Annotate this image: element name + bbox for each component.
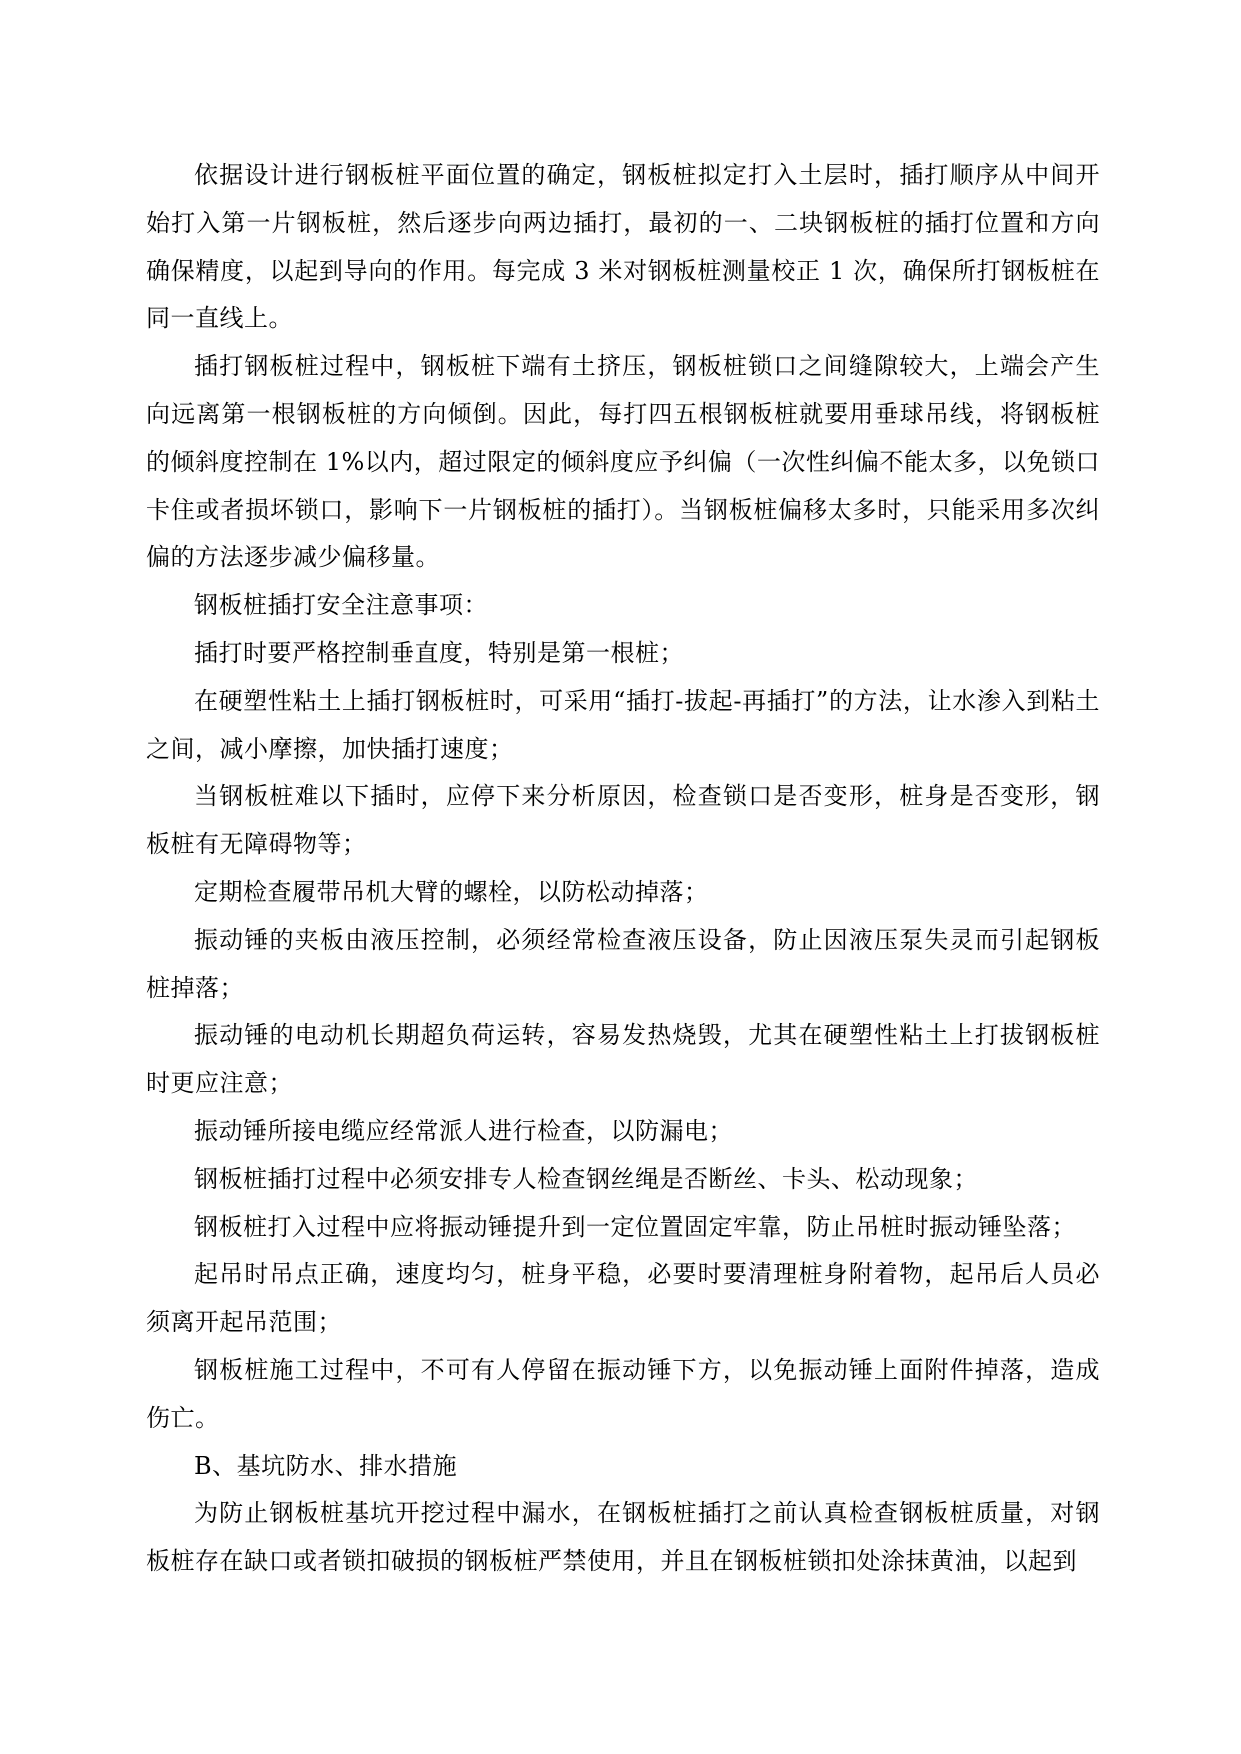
document-body — [146, 152, 1100, 1586]
safety-item-obstruction: 当钢板桩难以下插时，应停下来分析原因，检查锁口是否变形，桩身是否变形，钢板桩有无障碍物等； — [146, 782, 1100, 859]
safety-item-motor-overload: 振动锤的电动机长期超负荷运转，容易发热烧毁，尤其在硬塑性粘土上打拔钢板桩时更应注意； — [146, 1021, 1100, 1098]
safety-item-hydraulic-clamp: 振动锤的夹板由液压控制，必须经常检查液压设备，防止因液压泵失灵而引起钢板桩掉落； — [146, 925, 1100, 1002]
paragraph-tilt-correction: 插打钢板桩过程中，钢板桩下端有土挤压，钢板桩锁口之间缝隙较大，上端会产生向远离第一根钢板桩的方向倾倒。因此，每打四五根钢板桩就要用垂球吊线，将钢板桩的倾斜度控制在 1%以内，超过限定的倾斜度应予纠偏（一次性纠偏不能太多，以免锁口卡住或者损坏锁口，影响下一片钢板桩的插打）。当钢板桩偏移太多时，只能采用多次纠偏的方法逐步减少偏移量。 — [146, 352, 1100, 572]
section-heading-waterproofing: B、基坑防水、排水措施 — [194, 1451, 458, 1480]
section-heading-safety: 钢板桩插打安全注意事项： — [194, 591, 488, 620]
safety-item-cable-check: 振动锤所接电缆应经常派人进行检查，以防漏电； — [194, 1116, 733, 1145]
safety-item-wire-rope: 钢板桩插打过程中必须安排专人检查钢丝绳是否断丝、卡头、松动现象； — [194, 1164, 978, 1193]
safety-item-no-standing: 钢板桩施工过程中，不可有人停留在振动锤下方，以免振动锤上面附件掉落，造成伤亡。 — [146, 1355, 1100, 1432]
paragraph-leak-prevention: 为防止钢板桩基坑开挖过程中漏水，在钢板桩插打之前认真检查钢板桩质量，对钢板桩存在缺口或者锁扣破损的钢板桩严禁使用，并且在钢板桩锁扣处涂抹黄油，以起到 — [146, 1499, 1100, 1576]
safety-item-verticality: 插打时要严格控制垂直度，特别是第一根桩； — [194, 638, 684, 667]
paragraph-pile-positioning: 依据设计进行钢板桩平面位置的确定，钢板桩拟定打入土层时，插打顺序从中间开始打入第一片钢板桩，然后逐步向两边插打，最初的一、二块钢板桩的插打位置和方向确保精度，以起到导向的作用。每完成 3 米对钢板桩测量校正 1 次，确保所打钢板桩在同一直线上。 — [146, 161, 1100, 333]
safety-item-hammer-fixing: 钢板桩打入过程中应将振动锤提升到一定位置固定牢靠，防止吊桩时振动锤坠落； — [194, 1212, 1076, 1241]
safety-item-crane-bolts: 定期检查履带吊机大臂的螺栓，以防松动掉落； — [194, 877, 709, 906]
safety-item-hard-clay: 在硬塑性粘土上插打钢板桩时，可采用“插打-拔起-再插打”的方法，让水渗入到粘土之间，减小摩擦，加快插打速度； — [146, 686, 1100, 763]
safety-item-lifting: 起吊时吊点正确，速度均匀，桩身平稳，必要时要清理桩身附着物，起吊后人员必须离开起吊范围； — [146, 1260, 1100, 1337]
